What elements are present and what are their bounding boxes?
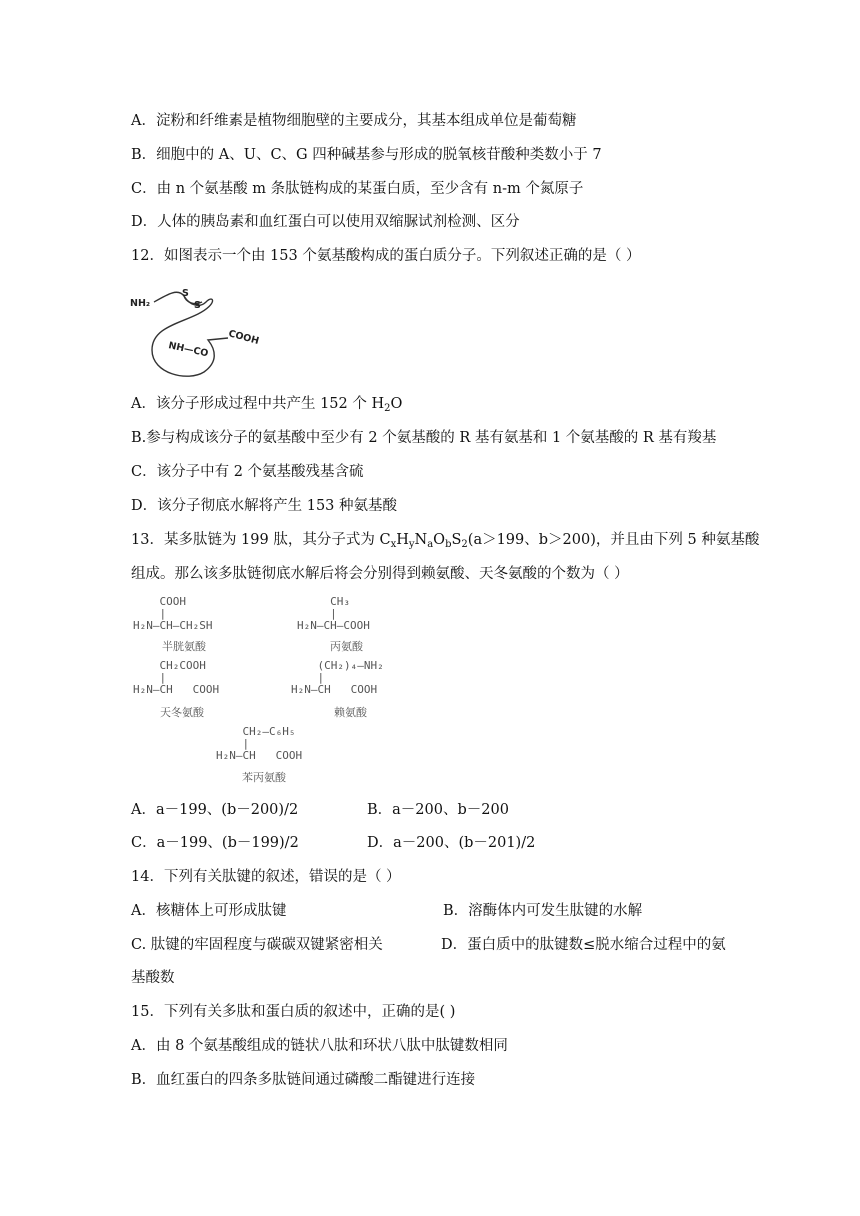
q14-option-c: C. 肽键的牢固程度与碳碳双键紧密相关	[131, 937, 383, 953]
q14-option-d-line2: 基酸数	[131, 970, 175, 986]
q12-option-b: B.参与构成该分子的氨基酸中至少有 2 个氨基酸的 R 基有氨基和 1 个氨基酸的 R 基有羧基	[131, 430, 717, 446]
q14-option-b: B．溶酶体内可发生肽键的水解	[443, 903, 643, 919]
q11-option-c: C．由 n 个氨基酸 m 条肽链构成的某蛋白质，至少含有 n-m 个氮原子	[131, 181, 584, 197]
phenylalanine-name: 苯丙氨酸	[242, 771, 286, 784]
peptide-bond-label: NH—CO	[167, 340, 210, 360]
alanine-formula: CH₃ | H₂N—CH—COOH	[297, 595, 370, 632]
q12-option-a: A．该分子形成过程中共产生 152 个 $H_2O$	[131, 396, 403, 414]
aspartic-acid-formula: CH₂COOH | H₂N—CH COOH	[133, 659, 220, 696]
cysteine-formula: COOH | H₂N—CH—CH₂SH	[133, 595, 213, 632]
q14-option-a: A．核糖体上可形成肽键	[131, 903, 287, 919]
q12-option-d: D．该分子彻底水解将产生 153 种氨基酸	[131, 498, 398, 514]
q13-option-c: C．a－199、(b－199)/2	[131, 835, 299, 851]
lysine-name: 赖氨酸	[334, 706, 367, 719]
phenylalanine-formula: CH₂—C₆H₅ | H₂N—CH COOH	[216, 725, 303, 762]
q13-stem-line1: 13．某多肽链为 199 肽，其分子式为 $C_xH_yN_aO_bS_2(a>199$、b＞200)，并且由下列 5 种氨基酸	[131, 532, 760, 550]
nh2-label: NH₂	[130, 298, 151, 309]
q14-option-d-line1: D．蛋白质中的肽键数≤脱水缩合过程中的氨	[441, 937, 726, 953]
protein-structure-diagram	[128, 284, 278, 384]
sulfur-label-1: S	[182, 288, 189, 299]
q13-option-d: D．a－200、(b－201)/2	[367, 835, 536, 851]
q11-option-d: D．人体的胰岛素和血红蛋白可以使用双缩脲试剂检测、区分	[131, 214, 520, 230]
alanine-name: 丙氨酸	[330, 640, 363, 653]
q13-stem-line2: 组成。那么该多肽链彻底水解后将会分别得到赖氨酸、天冬氨酸的个数为（ ）	[131, 566, 629, 582]
peptide-chain-curve	[152, 292, 228, 376]
sulfur-label-2: S	[194, 300, 201, 311]
cooh-label: COOH	[227, 328, 261, 347]
cysteine-name: 半胱氨酸	[162, 640, 206, 653]
q12-option-c: C．该分子中有 2 个氨基酸残基含硫	[131, 464, 364, 480]
q12-stem: 12．如图表示一个由 153 个氨基酸构成的蛋白质分子。下列叙述正确的是（ ）	[131, 248, 641, 264]
q11-option-b: B．细胞中的 A、U、C、G 四种碱基参与形成的脱氧核苷酸种类数小于 7	[131, 147, 602, 163]
q13-option-b: B．a－200、b－200	[367, 802, 509, 818]
q15-stem: 15．下列有关多肽和蛋白质的叙述中，正确的是( )	[131, 1004, 456, 1020]
q11-option-a: A．淀粉和纤维素是植物细胞壁的主要成分，其基本组成单位是葡萄糖	[131, 113, 577, 129]
q13-option-a: A．a－199、(b－200)/2	[131, 802, 299, 818]
q15-option-a: A．由 8 个氨基酸组成的链状八肽和环状八肽中肽键数相同	[131, 1038, 508, 1054]
q15-option-b: B．血红蛋白的四条多肽链间通过磷酸二酯键进行连接	[131, 1072, 476, 1088]
lysine-formula: (CH₂)₄—NH₂ | H₂N—CH COOH	[291, 659, 384, 696]
q14-stem: 14．下列有关肽键的叙述，错误的是（ ）	[131, 869, 401, 885]
aspartic-acid-name: 天冬氨酸	[160, 706, 204, 719]
